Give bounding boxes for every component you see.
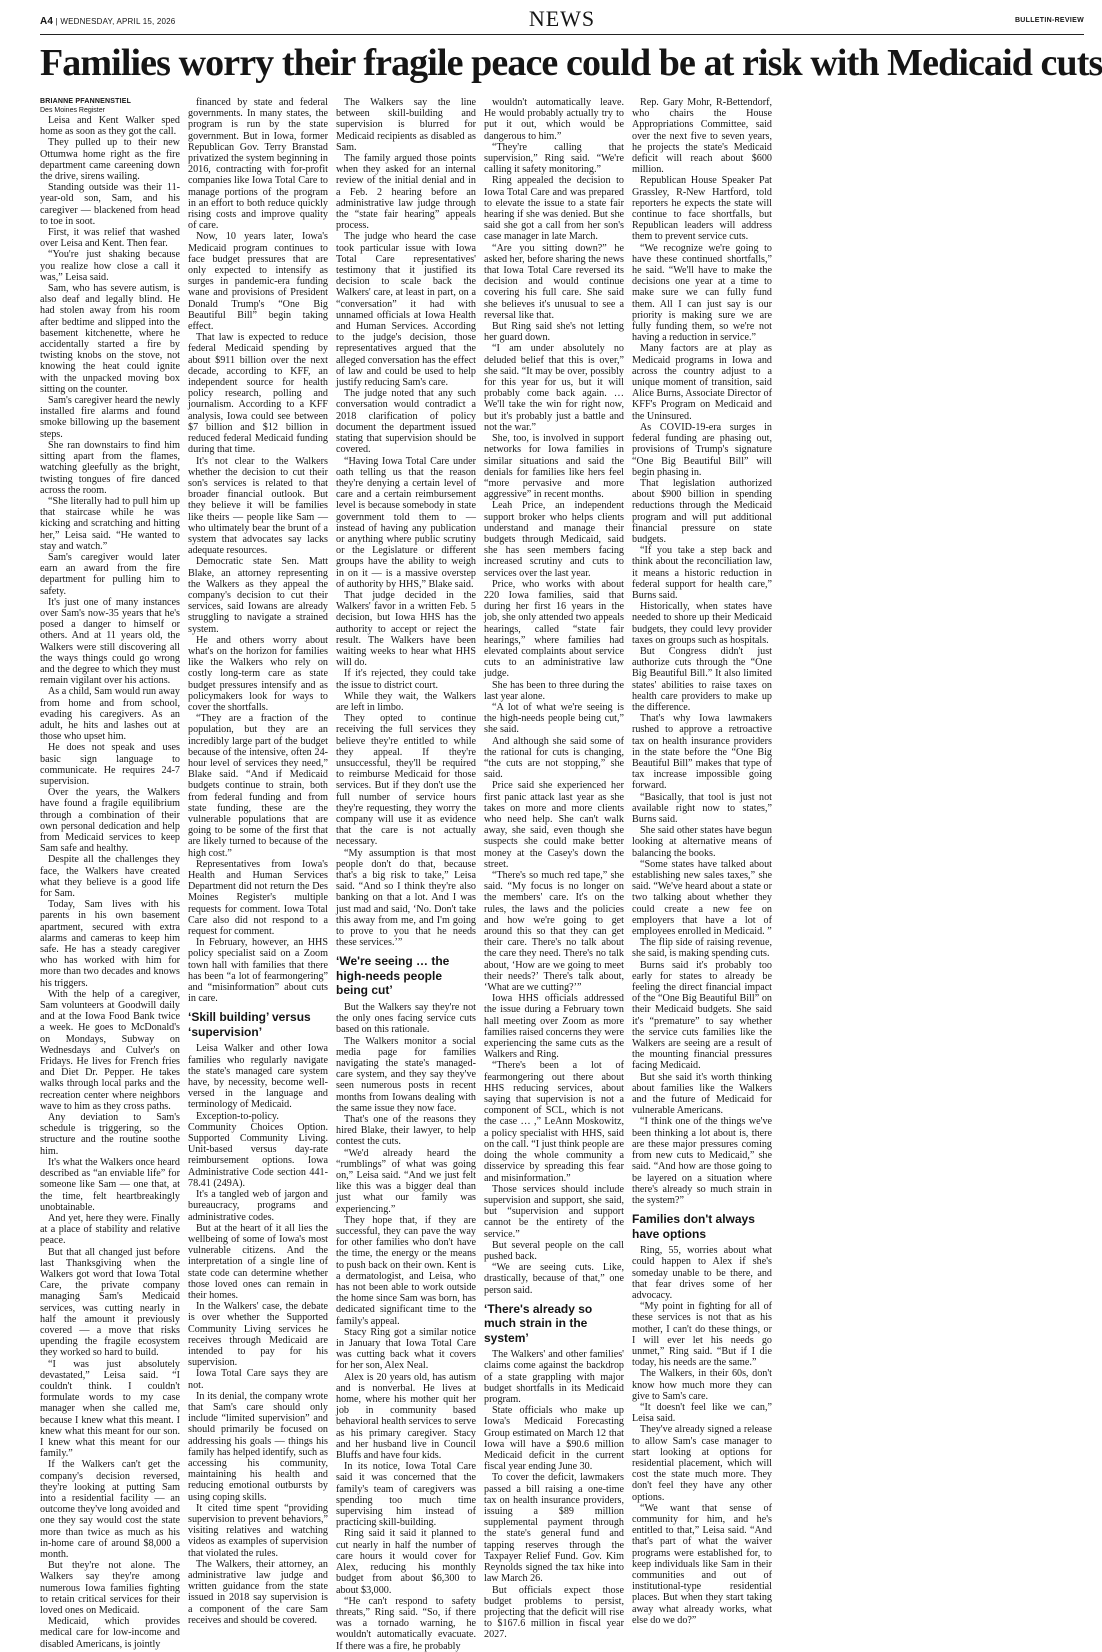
article-paragraph: It's what the Walkers once heard described as “an enviable life” for someone like Sam — one that, at the time, felt heartbreakingly unobtainable.	[40, 1156, 180, 1213]
article-paragraph: In its denial, the company wrote that Sam's care should only include “limited supervision” and should primarily be focused on addressing his goals — things his family has helped identify, such as accessing his community, maintaining his health and reducing emotional outbursts by using coping skills.	[188, 1390, 328, 1503]
article-paragraph: wouldn't automatically leave. He would probably actually try to put it out, which would be dangerous to him.”	[484, 97, 624, 142]
article-paragraph: As COVID-19-era surges in federal funding are phasing out, provisions of Trump's signature “One Big Beautiful Bill” will begin phasing in.	[632, 421, 772, 478]
article-paragraph: Democratic state Sen. Matt Blake, an attorney representing the Walkers as they appeal the company's decision to cut their services, said Iowans are already struggling to navigate a strained system.	[188, 556, 328, 635]
article-paragraph: “If you take a step back and think about the reconciliation law, it means a historic reduction in federal support for health care,” Burns said.	[632, 545, 772, 601]
article-paragraph: Now, 10 years later, Iowa's Medicaid program continues to face budget pressures that are only expected to intensify as surges in pandemic-era funding wane and provisions of President Donald Trump's “One Big Beautiful Bill” begin taking effect.	[188, 231, 328, 333]
article-paragraph: But Ring said she's not letting her guard down.	[484, 321, 624, 344]
article-paragraph: Leisa Walker and other Iowa families who regularly navigate the state's managed care system have, by necessity, become well-versed in the language and terminology of Medicaid.	[188, 1043, 328, 1111]
article-paragraph: If it's rejected, they could take the issue to district court.	[336, 668, 476, 691]
article-paragraph: That's one of the reasons they hired Blake, their lawyer, to help contest the cuts.	[336, 1113, 476, 1148]
article-paragraph: Sam, who has severe autism, is also deaf and legally blind. He had stolen away from his room after bedtime and slipped into the basement kitchenette, where he accidentally started a fire by twisting knobs on the stove, not knowing the heat could ignite with the unpacked moving box sitting on the counter.	[40, 283, 180, 395]
article-paragraph: But officials expect those budget problems to persist, projecting that the deficit will rise to $167.6 million in fiscal year 2027.	[484, 1584, 624, 1641]
article-paragraph: Medicaid, which provides medical care for low-income and disabled Americans, is jointly	[40, 1616, 180, 1650]
article-paragraph: Rep. Gary Mohr, R-Bettendorf, who chairs the House Appropriations Committee, said over the next five to seven years, he projects the state's Medicaid deficit will reach about $600 million.	[632, 97, 772, 176]
article-paragraph: Price, who works with about 220 Iowa families, said that during her first 16 years in the job, she only attended two appeals hearings, called “state fair hearings,” where families had elevated complaints about service cuts to an administrative law judge.	[484, 578, 624, 680]
article-paragraph: “A lot of what we're seeing is the high-needs people being cut,” she said.	[484, 701, 624, 736]
byline-organization: Des Moines Register	[40, 107, 105, 114]
article-paragraph: “My assumption is that most people don't do that, because that's a big risk to take,” Leisa said. “And so I think they're also banking on that a lot. And I was just mad and said, ‘No. Don't take this away from me, and I'm going to prove to you that he needs these services.’”	[336, 847, 476, 949]
article-paragraph: As a child, Sam would run away from home and from school, evading his caregivers. As an adult, he hits and lashes out at those who upset him.	[40, 686, 180, 743]
section-subhead: Families don't always have options	[632, 1212, 755, 1241]
article-paragraph: “She literally had to pull him up that staircase while he was kicking and scratching and hitting her,” Leisa said. “He wanted to stay and watch.”	[40, 495, 180, 552]
article-paragraph: In its notice, Iowa Total Care said it was concerned that the family's team of caregivers was spending too much time supervising him instead of practicing skill-building.	[336, 1461, 476, 1529]
article-paragraph: They opted to continue receiving the full services they believe they're entitled to while they appeal. If they're unsuccessful, they'll be required to reimburse Medicaid for those services. But if they don't use the full number of service hours they're requesting, they worry the company will use it as evidence that the care is not actually necessary.	[336, 713, 476, 848]
article-paragraph: “He can't respond to safety threats,” Ring said. “So, if there was a tornado warning, he wouldn't automatically evacuate. If there was a fire, he probably	[336, 1595, 476, 1652]
article-paragraph: It cited time spent “providing supervision to prevent behaviors,” visiting relatives and watching videos as examples of supervision that violated the rules.	[188, 1502, 328, 1559]
article-paragraph: She has been to three during the last year alone.	[484, 679, 624, 702]
issue-date: WEDNESDAY, APRIL 15, 2026	[60, 17, 176, 26]
article-paragraph: And although she said some of the rational for cuts is changing, “the cuts are not stopping,” she said.	[484, 735, 624, 781]
article-paragraph: But she said it's worth thinking about families like the Walkers and the future of Medicaid for vulnerable Americans.	[632, 1071, 772, 1117]
article-paragraph: “We'd already heard the “rumblings” of what was going on,” Leisa said. “And we just felt like this was a bigger deal than just what our family was experiencing.”	[336, 1147, 476, 1215]
headline: Families worry their fragile peace could be at risk with Medicaid cuts	[40, 42, 1102, 84]
article-paragraph: The flip side of raising revenue, she said, is making spending cuts.	[632, 937, 772, 960]
article-paragraph: While they wait, the Walkers are left in limbo.	[336, 690, 476, 713]
article-paragraph: Sam's caregiver heard the newly installed fire alarms and found smoke billowing up the basement steps.	[40, 395, 180, 440]
article-paragraph: Exception-to-policy. Community Choices Option. Supported Community Living. Unit-based versus day-rate reimbursement options. Iowa Administrative Code section 441-78.41 (249A).	[188, 1110, 328, 1189]
article-paragraph: “They're calling that supervision,” Ring said. “We're calling it safety monitoring.”	[484, 141, 624, 176]
article-paragraph: She, too, is involved in support networks for Iowa families in similar situations and said the denials for families like hers feel “more pervasive and more aggressive” in recent months.	[484, 433, 624, 501]
section-name: NEWS	[528, 6, 596, 31]
article-paragraph: “My point in fighting for all of these services is not that as his mother, I can't do these things, or I will ever let his needs go unmet,” Ring said. “But if I die today, his needs are the same.”	[632, 1301, 772, 1369]
article-column-4	[484, 97, 625, 1641]
article-paragraph: Despite all the challenges they face, the Walkers have created what they believe is a good life for Sam.	[40, 854, 180, 900]
article-body	[40, 97, 774, 1652]
article-paragraph: In February, however, an HHS policy specialist said on a Zoom town hall with families that there has been “a lot of fearmongering” and “misinformation” about cuts in care.	[188, 937, 328, 1005]
article-paragraph: Sam's caregiver would later earn an award from the fire department for pulling him to safety.	[40, 551, 180, 597]
article-paragraph: Any deviation to Sam's schedule is triggering, so the structure and the routine soothe him.	[40, 1112, 180, 1157]
article-paragraph: Alex is 20 years old, has autism and is nonverbal. He lives at home, where his mother quit her job in community based behavioral health services to serve as his primary caregiver. Stacy and her husband live in Council Bluffs and have four kids.	[336, 1371, 476, 1462]
article-paragraph: “I think one of the things we've been thinking a lot about is, there are these major pressures coming from new cuts to Medicaid,” she said. “And how are those going to be layered on a situation where there's already so much strain in the system?”	[632, 1116, 772, 1206]
article-paragraph: In the Walkers' case, the debate is over whether the Supported Community Living services he receives through Medicaid are intended to pay for his supervision.	[188, 1301, 328, 1369]
article-paragraph: But the Walkers say they're not the only ones facing service cuts based on this rationale.	[336, 1001, 476, 1036]
section-subhead: ‘Skill building’ versus ‘supervision’	[188, 1010, 311, 1039]
article-paragraph: The Walkers, their attorney, an administrative law judge and written guidance from the state issued in 2018 say supervision is a component of the care Sam receives and should be covered.	[188, 1558, 328, 1626]
article-paragraph: The family argued those points when they asked for an internal review of the initial denial and in a Feb. 2 hearing before an administrative law judge through the “state fair hearing” appeals process.	[336, 153, 476, 232]
article-paragraph: “I was just absolutely devastated,” Leisa said. “I couldn't think. I couldn't formulate words to my case manager when she called me, because I knew what this meant. I knew what this meant for our son. I knew what this meant for our family.”	[40, 1358, 180, 1460]
article-paragraph: Representatives from Iowa's Health and Human Services Department did not return the Des Moines Register's multiple requests for comment. Iowa Total Care also did not respond to a request for comment.	[188, 858, 328, 938]
article-paragraph: Burns said it's probably too early for states to already be feeling the direct financial impact of the “One Big Beautiful Bill” on their Medicaid budgets. She said it's “premature” to say whether the service cuts families like the Walkers are seeing are a result of the mounting financial pressures facing Medicaid.	[632, 959, 772, 1072]
article-paragraph: The judge noted that any such conversation would contradict a 2018 clarification of policy document the department issued stating that supervision should be covered.	[336, 388, 476, 456]
article-paragraph: “We are seeing cuts. Like, drastically, because of that,” one person said.	[484, 1262, 624, 1296]
article-paragraph: It's not clear to the Walkers whether the decision to cut their son's services is related to that broader financial outlook. But they believe it will be families like theirs — people like Sam — who ultimately bear the brunt of a system that advocates say lacks adequate resources.	[188, 455, 328, 557]
newspaper-name: BULLETIN-REVIEW	[1014, 17, 1084, 24]
article-paragraph: That's why Iowa lawmakers rushed to approve a retroactive tax on health insurance providers in the state before the “One Big Beautiful Bill” makes that type of tax increase impossible going forward.	[632, 713, 772, 792]
article-paragraph: State officials who make up Iowa's Medicaid Forecasting Group estimated on March 12 that Iowa will have a $90.6 million Medicaid deficit in the current fiscal year ending June 30.	[484, 1405, 624, 1473]
article-paragraph: But several people on the call pushed back.	[484, 1239, 624, 1262]
article-paragraph: “Basically, that tool is just not available right now to states,” Burns said.	[632, 791, 772, 825]
article-paragraph: The judge who heard the case took particular issue with Iowa Total Care representatives' testimony that it justified its decision to scale back the Walkers' care, at least in part, on a “conversation” it had with unnamed officials at Iowa Health and Human Services. According to the judge's decision, those representatives argued that the alleged conversation has the effect of law and could be used to help justify reducing Sam's care.	[336, 231, 476, 389]
article-paragraph: But Congress didn't just authorize cuts through the “One Big Beautiful Bill.” It also limited states' abilities to raise taxes on health care providers to make up the difference.	[632, 645, 772, 713]
article-paragraph: Today, Sam lives with his parents in his own basement apartment, secured with extra alarms and cameras to keep him safe. He has a steady caregiver who has worked with him for more than two decades and knows his triggers.	[40, 899, 180, 989]
article-paragraph: “Having Iowa Total Care under oath telling us that the reason they're denying a certain level of care and a certain reimbursement level is because somebody in state government told them to — instead of having any publication or anything where public scrutiny or the Legislature or different groups have the ability to weigh in on it — is a massive overstep of authority by HHS,” Blake said.	[336, 455, 476, 590]
article-paragraph: The Walkers monitor a social media page for families navigating the state's managed-care system, and they say they've seen numerous posts in recent months from Iowans dealing with the same issue they now face.	[336, 1035, 476, 1114]
article-paragraph: He and others worry about what's on the horizon for families like the Walkers who rely on costly long-term care as state budget pressures intensify and as policymakers look for ways to cover the shortfalls.	[188, 634, 328, 713]
article-paragraph: But that all changed just before last Thanksgiving when the Walkers got word that Iowa Total Care, the private company managing Sam's Medicaid services, was cutting nearly in half the amount it previously covered — a move that risks upending the fragile ecosystem they worked so hard to build.	[40, 1246, 180, 1359]
article-paragraph: “Some states have talked about establishing new sales taxes,” she said. “We've heard about a state or two talking about whether they could create a new fee on employers that have a lot of employees enrolled in Medicaid. ”	[632, 858, 772, 938]
article-paragraph: If the Walkers can't get the company's decision reversed, they're looking at putting Sam into a residential facility — an outcome they've long avoided and one they say would cost the state more than twice as much as his in-home care of around $8,000 a month.	[40, 1459, 180, 1560]
article-column-1	[40, 97, 180, 1650]
page-number: A4	[40, 16, 54, 27]
article-paragraph: First, it was relief that washed over Leisa and Kent. Then fear.	[40, 227, 180, 250]
article-paragraph: But they're not alone. The Walkers say they're among numerous Iowa families fighting to retain critical services for their loved ones on Medicaid.	[40, 1560, 180, 1617]
article-paragraph: Over the years, the Walkers have found a fragile equilibrium through a combination of their own personal dedication and help from Medicaid services to keep Sam safe and healthy.	[40, 787, 180, 855]
article-paragraph: But at the heart of it all lies the wellbeing of some of Iowa's most vulnerable citizens. And the interpretation of a single line of state code can determine whether those loved ones can remain in their homes.	[188, 1222, 328, 1301]
article-column-5	[632, 97, 772, 1626]
article-paragraph: Standing outside was their 11-year-old son, Sam, and his caregiver — blackened from head to toe in soot.	[40, 182, 180, 227]
article-paragraph: “We recognize we're going to have these continued shortfalls,” he said. “We'll have to make the decisions one year at a time to make sure we can fully fund them. All I can just say is our priority is making sure we are fully funding them, so we're not having a reduction in service.”	[632, 242, 772, 344]
article-paragraph: “You're just shaking because you realize how close a call it was,” Leisa said.	[40, 249, 180, 283]
article-paragraph: financed by state and federal governments. In many states, the program is run by the state government. But in Iowa, former Republican Gov. Terry Branstad privatized the system beginning in 2016, contracting with for-profit companies like Iowa Total Care to manage portions of the program in an effort to both reduce quickly rising costs and improve quality of care.	[188, 97, 328, 232]
article-paragraph: Iowa HHS officials addressed the issue during a February town hall meeting over Zoom as more families raised concerns they were experiencing the same cuts as the Walkers and Ring.	[484, 993, 624, 1061]
article-paragraph: She ran downstairs to find him sitting apart from the flames, watching gleefully as the bright, twisting tongues of fire danced across the room.	[40, 439, 180, 496]
article-paragraph: “It doesn't feel like we can,” Leisa said.	[632, 1401, 772, 1425]
article-paragraph: To cover the deficit, lawmakers passed a bill raising a one-time tax on health insurance providers, issuing a $89 million supplemental payment through the state's general fund and tapping reserves through the Taxpayer Relief Fund. Gov. Kim Reynolds signed the tax hike into law March 26.	[484, 1472, 624, 1585]
article-paragraph: Ring, 55, worries about what could happen to Alex if she's someday unable to be there, and that fear drives some of her advocacy.	[632, 1245, 772, 1301]
article-paragraph: That legislation authorized about $900 billion in spending reductions through the Medicaid program and will put additional financial pressure on state budgets.	[632, 477, 772, 545]
section-subhead: ‘We're seeing … the high-needs people being cut’	[336, 954, 450, 998]
article-paragraph: Leah Price, an independent support broker who helps clients understand and manage their budgets through Medicaid, said she has seen members facing increased scrutiny and cuts to services over the last year.	[484, 500, 624, 579]
article-paragraph: “I am under absolutely no deluded belief that this is over,” she said. “It may be over, possibly for this year for us, but it will probably come back again. … We'll take the win for right now, but it's probably just a battle and not the war.”	[484, 343, 624, 433]
article-paragraph: It's a tangled web of jargon and bureaucracy, programs and administrative codes.	[188, 1189, 328, 1223]
article-paragraph: “We want that sense of community for him, and he's entitled to that,” Leisa said. “And that's part of what the waiver programs were established for, to keep individuals like Sam in their communities and out of institutional-type residential places. But when they start taking away what already works, what else do we do?”	[632, 1502, 772, 1626]
article-paragraph: She said other states have begun looking at alternative means of balancing the books.	[632, 825, 772, 859]
article-paragraph: “They are a fraction of the population, but they are an incredibly large part of the budget because of the intensive, often 24-hour level of services they need,” Blake said. “And if Medicaid budgets continue to strain, both from federal funding and from state funding, these are the vulnerable populations that are going to be some of the first that are likely turned to because of the high cost.”	[188, 713, 328, 859]
article-paragraph: He does not speak and uses basic sign language to communicate. He requires 24-7 supervision.	[40, 742, 180, 787]
article-paragraph: Price said she experienced her first panic attack last year as she takes on more and more clients who need help. She can't walk away, she said, even though she suspects she could make better money at the Casey's down the street.	[484, 780, 624, 870]
page-folio	[40, 0, 1084, 35]
article-paragraph: “There's so much red tape,” she said. “My focus is no longer on the members' care. It's on the rules, the laws and the policies and how we're going to get around this so that they can get their care. There's no talk about the care they need. There's no talk about, ‘How are we going to meet their needs?’ There's talk about, ‘What are we cutting?’”	[484, 870, 624, 994]
article-paragraph: And yet, here they were. Finally at a place of stability and relative peace.	[40, 1212, 180, 1247]
article-paragraph: Stacy Ring got a similar notice in January that Iowa Total Care was cutting back what it covers for her son, Alex Neal.	[336, 1326, 476, 1372]
byline	[40, 97, 180, 115]
article-paragraph: Leisa and Kent Walker sped home as soon as they got the call.	[40, 115, 180, 138]
article-paragraph: The Walkers, in their 60s, don't know how much more they can give to Sam's care.	[632, 1368, 772, 1402]
article-paragraph: That judge decided in the Walkers' favor in a written Feb. 5 decision, but Iowa HHS has the authority to accept or reject the result. The Walkers have been waiting weeks to hear what HHS will do.	[336, 589, 476, 669]
article-paragraph: “Are you sitting down?” he asked her, before sharing the news that Iowa Total Care reversed its decision and would continue covering his full care. She said she believes it's unusual to see a reversal like that.	[484, 242, 624, 321]
article-paragraph: The Walkers say the line between skill-building and supervision is blurred for Medicaid recipients as disabled as Sam.	[336, 97, 476, 153]
article-paragraph: Ring said it said it planned to cut nearly in half the number of care hours it would cover for Alex, reducing his monthly budget from about $6,300 to about $3,000.	[336, 1528, 476, 1596]
article-paragraph: “There's been a lot of fearmongering out there about HHS reducing services, about saying that supervision is not a component of SCL, which is not the case … ,” LeAnn Moskowitz, a policy specialist with HHS, said on the call. “I just think people are doing the whole community a disservice by spreading this fear and misinformation.”	[484, 1060, 625, 1184]
article-paragraph: Republican House Speaker Pat Grassley, R-New Hartford, told reporters he expects the state will continue to face shortfalls, but Republican leaders will address them to prevent service cuts.	[632, 175, 772, 243]
article-paragraph: It's just one of many instances over Sam's now-35 years that he's posed a danger to himself or others. And at 11 years old, the Walkers were still discovering all the ways things could go wrong and the degree to which they must remain vigilant over his actions.	[40, 596, 180, 687]
article-paragraph: Iowa Total Care says they are not.	[188, 1368, 328, 1391]
article-paragraph: Many factors are at play as Medicaid programs in Iowa and across the country adjust to a unique moment of transition, said Alice Burns, Associate Director of KFF's Program on Medicaid and the Uninsured.	[632, 343, 772, 422]
article-column-2	[188, 97, 328, 1626]
article-paragraph: That law is expected to reduce federal Medicaid spending by about $911 billion over the next decade, according to KFF, an independent source for health policy research, polling and journalism. According to a KFF analysis, Iowa could see between $7 billion and $12 billion in reduced federal Medicaid funding during that time.	[188, 332, 328, 456]
folio-page-date: A4 | WEDNESDAY, APRIL 15, 2026	[40, 16, 176, 27]
article-paragraph: Ring appealed the decision to Iowa Total Care and was prepared to elevate the issue to a state fair hearing if she was denied. But she said she got a call from her son's case manager in late March.	[484, 175, 624, 243]
section-subhead: ‘There's already so much strain in the system’	[484, 1301, 593, 1345]
article-paragraph: They pulled up to their new Ottumwa home right as the fire department came careening down the drive, sirens wailing.	[40, 137, 180, 183]
article-paragraph: The Walkers' and other families' claims come against the backdrop of a state grappling with major budget shortfalls in its Medicaid program.	[484, 1349, 624, 1406]
byline-author: BRIANNE PFANNENSTIEL	[40, 98, 132, 105]
article-paragraph: They hope that, if they are successful, they can pave the way for other families who don't have the time, the energy or the means to push back on their own. Kent is a dermatologist, and Leisa, who has not been able to work outside the home since Sam was born, has dedicated significant time to the family's appeal.	[336, 1214, 476, 1327]
article-paragraph: With the help of a caregiver, Sam volunteers at Goodwill daily and at the Iowa Food Bank twice a week. He goes to McDonald's on Mondays, Subway on Wednesdays and Culver's on Fridays. He lives for French fries and Diet Dr. Pepper. He takes walks through local parks and the recreation center where neighbors wave to him as they cross paths.	[40, 988, 180, 1112]
article-paragraph: They've already signed a release to allow Sam's case manager to start looking at options for residential placement, which will cost the state much more. They don't feel they have any other options.	[632, 1424, 772, 1503]
article-paragraph: Historically, when states have needed to shore up their Medicaid budgets, they could levy provider taxes on groups such as hospitals.	[632, 601, 772, 646]
article-paragraph: Those services should include supervision and support, she said, but “supervision and support cannot be the entirety of the service.”	[484, 1183, 624, 1240]
article-column-3	[336, 97, 476, 1652]
